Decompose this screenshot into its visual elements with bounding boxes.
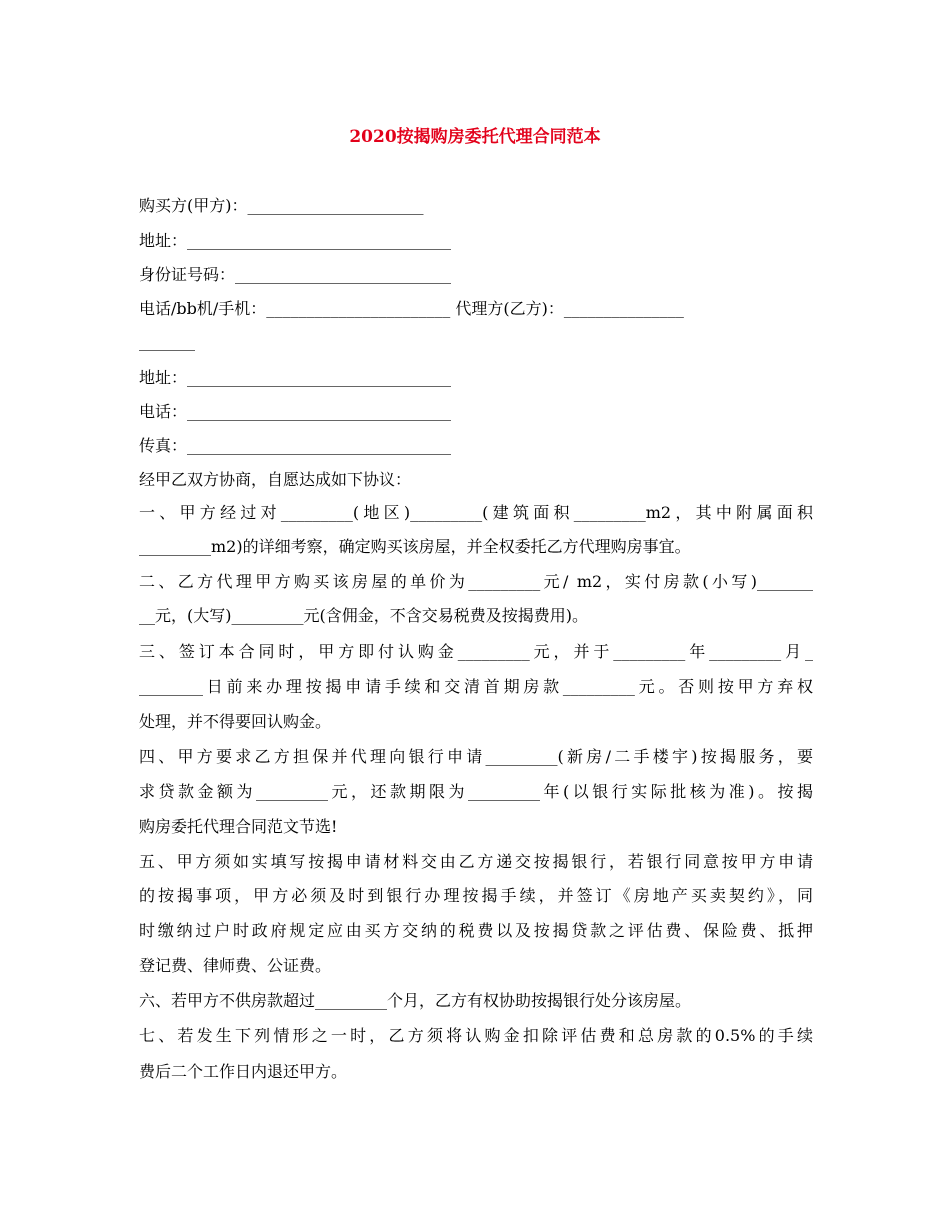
clause-5-line-4: 登记费、律师费、公证费。: [139, 956, 332, 975]
clause-5-line-3: 时缴纳过户时政府规定应由买方交纳的税费以及按揭贷款之评估费、保险费、抵押: [139, 921, 813, 940]
clause-6-line-1: 六、若甲方不供房款超过_________个月，乙方有权协助按揭银行处分该房屋。: [139, 991, 692, 1010]
agent-address-line: 地址：_________________________________: [139, 368, 452, 387]
agent-phone-line: 电话：_________________________________: [139, 402, 452, 421]
agent-fax-line: 传真：_________________________________: [139, 436, 452, 455]
clause-4-line-1: 四、甲方要求乙方担保并代理向银行申请_________(新房/二手楼宇)按揭服务，要: [139, 747, 813, 766]
clause-1-line-1: 一、甲方经过对_________(地区)_________(建筑面积_________m2，其中附属面积: [139, 503, 813, 522]
clause-3-line-3: 处理，并不得要回认购金。: [139, 712, 332, 731]
buyer-address-line: 地址：_________________________________: [139, 231, 452, 250]
clause-4-line-2: 求贷款金额为_________元，还款期限为_________年(以银行实际批核为准)。按揭: [139, 782, 813, 801]
clause-7-line-1: 七、若发生下列情形之一时，乙方须将认购金扣除评估费和总房款的0.5%的手续: [139, 1026, 813, 1045]
buyer-phone-agent-line: 电话/bb机/手机：_______________________ 代理方(乙方)：_______________: [139, 299, 684, 318]
clause-3-line-1: 三、签订本合同时，甲方即付认购金_________元，并于_________年_________月_: [139, 642, 813, 661]
buyer-line: 购买方(甲方)：______________________: [139, 196, 424, 215]
clause-4-line-3: 购房委托代理合同范文节选!: [139, 817, 338, 836]
clause-1-line-2: _________m2)的详细考察，确定购买该房屋，并全权委托乙方代理购房事宜。: [139, 537, 691, 556]
agreement-intro: 经甲乙双方协商，自愿达成如下协议：: [139, 470, 412, 489]
clause-5-line-2: 的按揭事项，甲方必须及时到银行办理按揭手续，并签订《房地产买卖契约》，同: [139, 886, 813, 905]
clause-3-line-2: ________日前来办理按揭申请手续和交清首期房款_________元。否则按甲方弃权: [139, 677, 813, 696]
clause-2-line-1: 二、乙方代理甲方购买该房屋的单价为_________元/ m2，实付房款(小写)_______: [139, 572, 813, 591]
id-number-line: 身份证号码：___________________________: [139, 265, 452, 284]
clause-2-line-2: __元，(大写)_________元(含佣金，不含交易税费及按揭费用)。: [139, 606, 588, 625]
agent-continuation-line: _______: [139, 332, 195, 351]
page-title: 2020按揭购房委托代理合同范本: [349, 127, 601, 147]
clause-7-line-2: 费后二个工作日内退还甲方。: [139, 1062, 348, 1081]
clause-5-line-1: 五、甲方须如实填写按揭申请材料交由乙方递交按揭银行，若银行同意按甲方申请: [139, 852, 813, 871]
